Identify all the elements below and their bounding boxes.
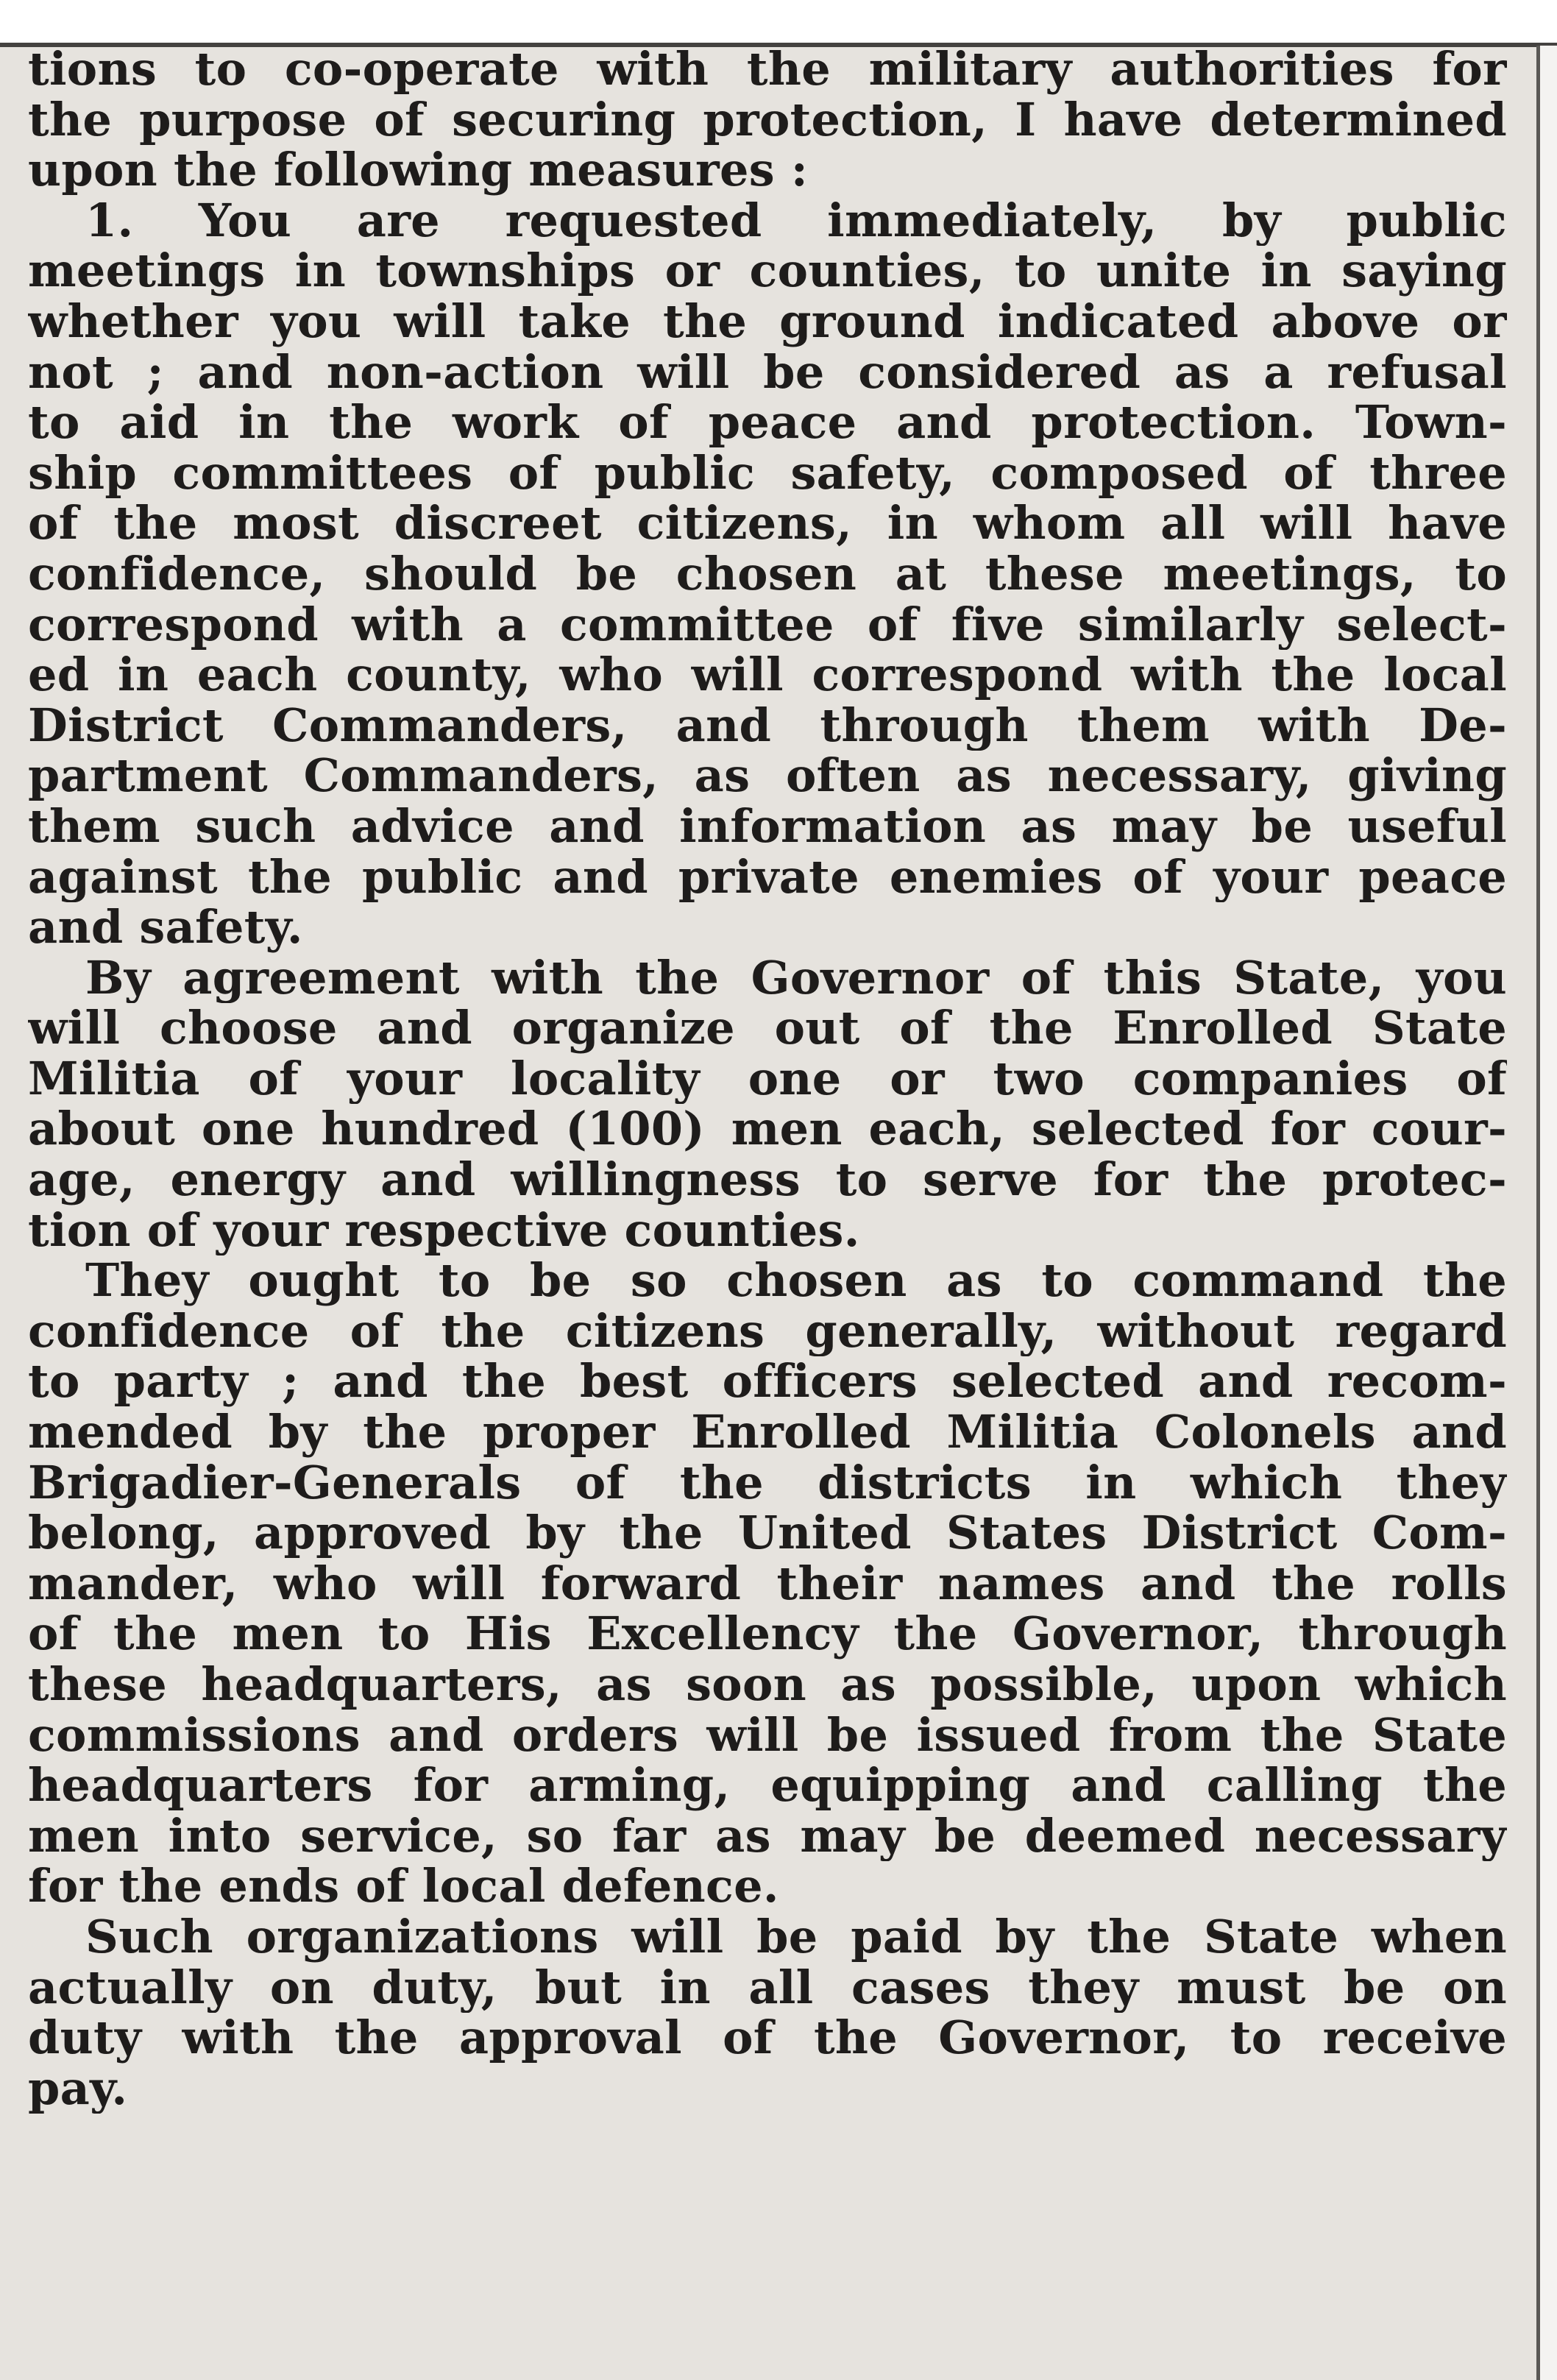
text-line: of the most discreet citizens, in whom all will have	[28, 498, 1507, 549]
text-line: duty with the approval of the Governor, to receive	[28, 2013, 1507, 2064]
text-line: men into service, so far as may be deemed necessary	[28, 1810, 1507, 1862]
text-line: tion of your respective counties.	[28, 1205, 860, 1256]
text-line: tions to co-operate with the military authorities for	[28, 44, 1507, 95]
top-paper-edge	[0, 0, 1557, 43]
text-line: will choose and organize out of the Enrolled State	[28, 1003, 1507, 1054]
text-line: ed in each county, who will correspond with the local	[28, 650, 1507, 701]
text-line: correspond with a committee of five similarly select-	[28, 599, 1507, 651]
text-line: against the public and private enemies of your peace	[28, 851, 1507, 903]
text-line: By agreement with the Governor of this State, you	[85, 952, 1507, 1004]
text-line: mander, who will forward their names and the rolls	[28, 1558, 1507, 1609]
text-line: the purpose of securing protection, I have determined	[28, 94, 1507, 146]
text-line: of the men to His Excellency the Governor, through	[28, 1609, 1507, 1660]
text-line: pay.	[28, 2063, 128, 2114]
text-line: to party ; and the best officers selected and recom-	[28, 1356, 1507, 1408]
text-line: age, energy and willingness to serve for the protec-	[28, 1155, 1507, 1205]
text-line: about one hundred (100) men each, selected for cour-	[28, 1104, 1507, 1155]
text-line: to aid in the work of peace and protection. Town-	[28, 397, 1507, 448]
text-line: Militia of your locality one or two companies of	[28, 1053, 1507, 1105]
text-line: them such advice and information as may be useful	[28, 801, 1507, 852]
article-text	[28, 44, 1507, 2114]
text-line: not ; and non-action will be considered as a refusal	[28, 347, 1507, 398]
text-line: 1. You are requested immediately, by public	[85, 195, 1507, 247]
text-line: and safety.	[28, 902, 303, 953]
text-line: meetings in townships or counties, to unite in saying	[28, 246, 1507, 297]
text-line: Such organizations will be paid by the State when	[85, 1911, 1507, 1963]
text-line: whether you will take the ground indicated above or	[28, 296, 1507, 347]
text-line: mended by the proper Enrolled Militia Colonels and	[28, 1407, 1507, 1458]
text-line: partment Commanders, as often as necessary, giving	[28, 751, 1507, 801]
text-line: belong, approved by the United States District Com-	[28, 1508, 1507, 1559]
text-line: confidence of the citizens generally, without regard	[28, 1306, 1507, 1357]
text-line: ship committees of public safety, composed of three	[28, 447, 1507, 499]
text-line: actually on duty, but in all cases they must be on	[28, 1962, 1507, 2014]
text-line: Brigadier-Generals of the districts in which they	[28, 1457, 1507, 1509]
text-line: confidence, should be chosen at these meetings, to	[28, 548, 1507, 600]
text-line: upon the following measures :	[28, 145, 809, 196]
right-paper-margin	[1540, 46, 1557, 2380]
text-line: commissions and orders will be issued from the State	[28, 1710, 1507, 1761]
text-line: for the ends of local defence.	[28, 1861, 779, 1912]
text-line: They ought to be so chosen as to command the	[85, 1255, 1507, 1306]
text-line: District Commanders, and through them with De-	[28, 700, 1507, 751]
text-line: these headquarters, as soon as possible, upon which	[28, 1660, 1507, 1710]
text-line: headquarters for arming, equipping and calling the	[28, 1760, 1507, 1811]
